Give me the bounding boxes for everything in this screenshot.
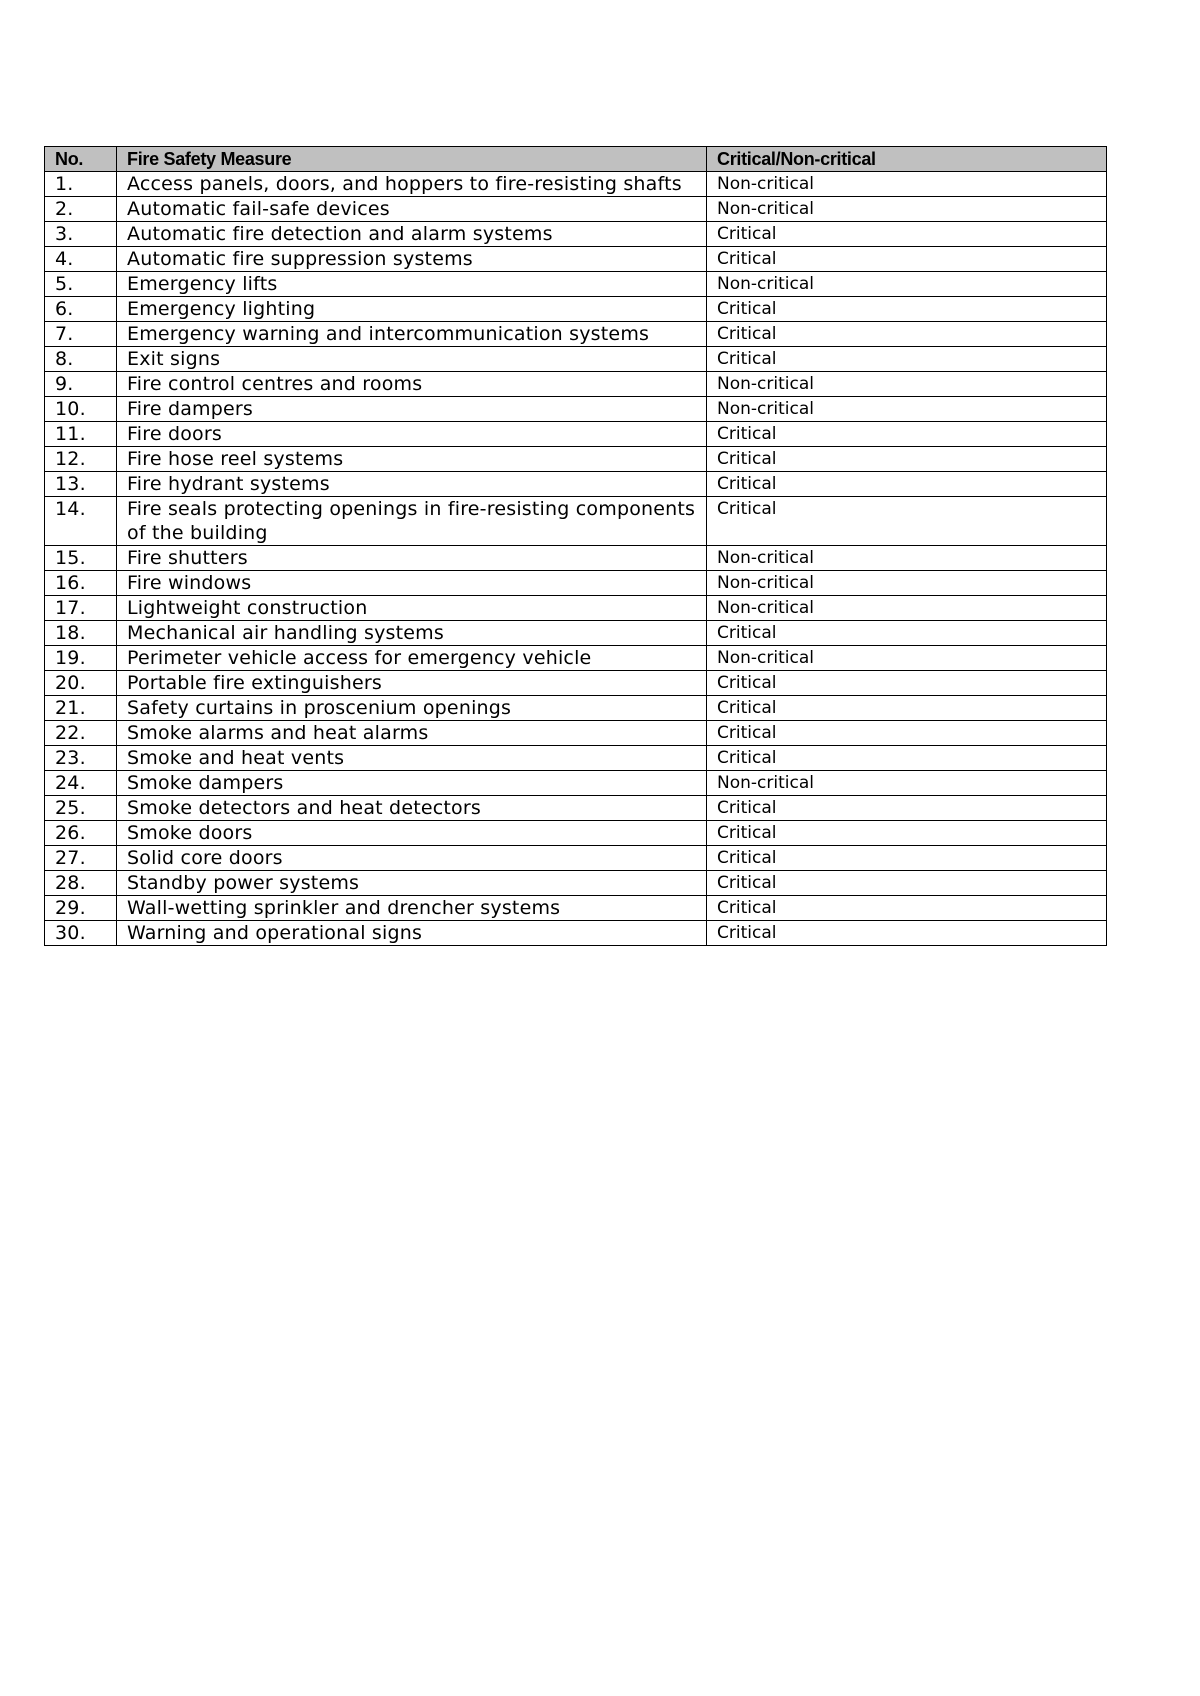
fire-safety-measures-table bbox=[44, 146, 1107, 946]
header-critical-status: Critical/Non-critical bbox=[707, 147, 1107, 172]
critical-status-cell: Non-critical bbox=[707, 571, 1107, 596]
critical-status-cell: Critical bbox=[707, 746, 1107, 771]
row-number-cell: 30. bbox=[45, 921, 117, 946]
critical-status-cell: Critical bbox=[707, 497, 1107, 546]
fire-safety-measure-cell: Solid core doors bbox=[117, 846, 707, 871]
critical-status-cell: Critical bbox=[707, 472, 1107, 497]
row-number-cell: 4. bbox=[45, 247, 117, 272]
table-row bbox=[45, 596, 1107, 621]
table-row bbox=[45, 397, 1107, 422]
row-number-cell: 2. bbox=[45, 197, 117, 222]
fire-safety-measure-cell: Fire windows bbox=[117, 571, 707, 596]
critical-status-cell: Critical bbox=[707, 871, 1107, 896]
critical-status-cell: Critical bbox=[707, 297, 1107, 322]
row-number-cell: 11. bbox=[45, 422, 117, 447]
table-row bbox=[45, 472, 1107, 497]
row-number-cell: 18. bbox=[45, 621, 117, 646]
critical-status-cell: Critical bbox=[707, 721, 1107, 746]
fire-safety-measure-cell: Smoke detectors and heat detectors bbox=[117, 796, 707, 821]
table-row bbox=[45, 422, 1107, 447]
table-row bbox=[45, 372, 1107, 397]
critical-status-cell: Critical bbox=[707, 322, 1107, 347]
document-sheet bbox=[44, 146, 1107, 946]
fire-safety-measure-cell: Fire hose reel systems bbox=[117, 447, 707, 472]
critical-status-cell: Critical bbox=[707, 846, 1107, 871]
table-row bbox=[45, 172, 1107, 197]
row-number-cell: 23. bbox=[45, 746, 117, 771]
table-row bbox=[45, 746, 1107, 771]
fire-safety-measure-cell: Automatic fire suppression systems bbox=[117, 247, 707, 272]
header-fire-safety-measure: Fire Safety Measure bbox=[117, 147, 707, 172]
critical-status-cell: Non-critical bbox=[707, 596, 1107, 621]
fire-safety-measure-cell: Portable fire extinguishers bbox=[117, 671, 707, 696]
fire-safety-measure-cell: Smoke doors bbox=[117, 821, 707, 846]
critical-status-cell: Critical bbox=[707, 821, 1107, 846]
critical-status-cell: Non-critical bbox=[707, 771, 1107, 796]
table-body bbox=[45, 172, 1107, 946]
fire-safety-measure-cell: Fire seals protecting openings in fire-resisting components of the building bbox=[117, 497, 707, 546]
table-row bbox=[45, 571, 1107, 596]
critical-status-cell: Non-critical bbox=[707, 172, 1107, 197]
table-row bbox=[45, 796, 1107, 821]
critical-status-cell: Critical bbox=[707, 422, 1107, 447]
fire-safety-measure-cell: Wall-wetting sprinkler and drencher systems bbox=[117, 896, 707, 921]
row-number-cell: 13. bbox=[45, 472, 117, 497]
row-number-cell: 16. bbox=[45, 571, 117, 596]
fire-safety-measure-cell: Lightweight construction bbox=[117, 596, 707, 621]
critical-status-cell: Critical bbox=[707, 247, 1107, 272]
table-row bbox=[45, 222, 1107, 247]
row-number-cell: 28. bbox=[45, 871, 117, 896]
header-no: No. bbox=[45, 147, 117, 172]
table-header-row bbox=[45, 147, 1107, 172]
fire-safety-measure-cell: Smoke and heat vents bbox=[117, 746, 707, 771]
row-number-cell: 9. bbox=[45, 372, 117, 397]
table-row bbox=[45, 347, 1107, 372]
critical-status-cell: Non-critical bbox=[707, 197, 1107, 222]
critical-status-cell: Non-critical bbox=[707, 272, 1107, 297]
fire-safety-measure-cell: Fire doors bbox=[117, 422, 707, 447]
critical-status-cell: Critical bbox=[707, 896, 1107, 921]
row-number-cell: 21. bbox=[45, 696, 117, 721]
table-row bbox=[45, 621, 1107, 646]
table-row bbox=[45, 871, 1107, 896]
row-number-cell: 14. bbox=[45, 497, 117, 546]
table-row bbox=[45, 921, 1107, 946]
fire-safety-measure-cell: Warning and operational signs bbox=[117, 921, 707, 946]
row-number-cell: 19. bbox=[45, 646, 117, 671]
table-row bbox=[45, 322, 1107, 347]
fire-safety-measure-cell: Mechanical air handling systems bbox=[117, 621, 707, 646]
row-number-cell: 12. bbox=[45, 447, 117, 472]
table-row bbox=[45, 821, 1107, 846]
row-number-cell: 8. bbox=[45, 347, 117, 372]
table-row bbox=[45, 546, 1107, 571]
critical-status-cell: Critical bbox=[707, 621, 1107, 646]
fire-safety-measure-cell: Automatic fail-safe devices bbox=[117, 197, 707, 222]
fire-safety-measure-cell: Fire control centres and rooms bbox=[117, 372, 707, 397]
row-number-cell: 25. bbox=[45, 796, 117, 821]
critical-status-cell: Critical bbox=[707, 921, 1107, 946]
row-number-cell: 27. bbox=[45, 846, 117, 871]
critical-status-cell: Non-critical bbox=[707, 397, 1107, 422]
row-number-cell: 7. bbox=[45, 322, 117, 347]
table-row bbox=[45, 247, 1107, 272]
critical-status-cell: Non-critical bbox=[707, 646, 1107, 671]
row-number-cell: 29. bbox=[45, 896, 117, 921]
fire-safety-measure-cell: Exit signs bbox=[117, 347, 707, 372]
critical-status-cell: Critical bbox=[707, 671, 1107, 696]
fire-safety-measure-cell: Fire hydrant systems bbox=[117, 472, 707, 497]
fire-safety-measure-cell: Emergency lifts bbox=[117, 272, 707, 297]
table-row bbox=[45, 497, 1107, 546]
row-number-cell: 3. bbox=[45, 222, 117, 247]
fire-safety-measure-cell: Smoke dampers bbox=[117, 771, 707, 796]
row-number-cell: 22. bbox=[45, 721, 117, 746]
table-row bbox=[45, 696, 1107, 721]
fire-safety-measure-cell: Fire dampers bbox=[117, 397, 707, 422]
table-row bbox=[45, 721, 1107, 746]
critical-status-cell: Critical bbox=[707, 796, 1107, 821]
fire-safety-measure-cell: Safety curtains in proscenium openings bbox=[117, 696, 707, 721]
fire-safety-measure-cell: Perimeter vehicle access for emergency vehicle bbox=[117, 646, 707, 671]
table-row bbox=[45, 896, 1107, 921]
critical-status-cell: Critical bbox=[707, 222, 1107, 247]
row-number-cell: 5. bbox=[45, 272, 117, 297]
row-number-cell: 1. bbox=[45, 172, 117, 197]
table-row bbox=[45, 447, 1107, 472]
fire-safety-measure-cell: Smoke alarms and heat alarms bbox=[117, 721, 707, 746]
row-number-cell: 26. bbox=[45, 821, 117, 846]
row-number-cell: 6. bbox=[45, 297, 117, 322]
row-number-cell: 20. bbox=[45, 671, 117, 696]
row-number-cell: 10. bbox=[45, 397, 117, 422]
critical-status-cell: Critical bbox=[707, 447, 1107, 472]
row-number-cell: 15. bbox=[45, 546, 117, 571]
fire-safety-measure-cell: Emergency warning and intercommunication systems bbox=[117, 322, 707, 347]
table-row bbox=[45, 197, 1107, 222]
fire-safety-measure-cell: Access panels, doors, and hoppers to fire-resisting shafts bbox=[117, 172, 707, 197]
critical-status-cell: Critical bbox=[707, 347, 1107, 372]
table-row bbox=[45, 771, 1107, 796]
table-row bbox=[45, 671, 1107, 696]
row-number-cell: 17. bbox=[45, 596, 117, 621]
critical-status-cell: Non-critical bbox=[707, 546, 1107, 571]
critical-status-cell: Non-critical bbox=[707, 372, 1107, 397]
critical-status-cell: Critical bbox=[707, 696, 1107, 721]
table-row bbox=[45, 646, 1107, 671]
fire-safety-measure-cell: Automatic fire detection and alarm systems bbox=[117, 222, 707, 247]
table-row bbox=[45, 846, 1107, 871]
table-row bbox=[45, 297, 1107, 322]
fire-safety-measure-cell: Standby power systems bbox=[117, 871, 707, 896]
fire-safety-measure-cell: Emergency lighting bbox=[117, 297, 707, 322]
table-row bbox=[45, 272, 1107, 297]
row-number-cell: 24. bbox=[45, 771, 117, 796]
fire-safety-measure-cell: Fire shutters bbox=[117, 546, 707, 571]
